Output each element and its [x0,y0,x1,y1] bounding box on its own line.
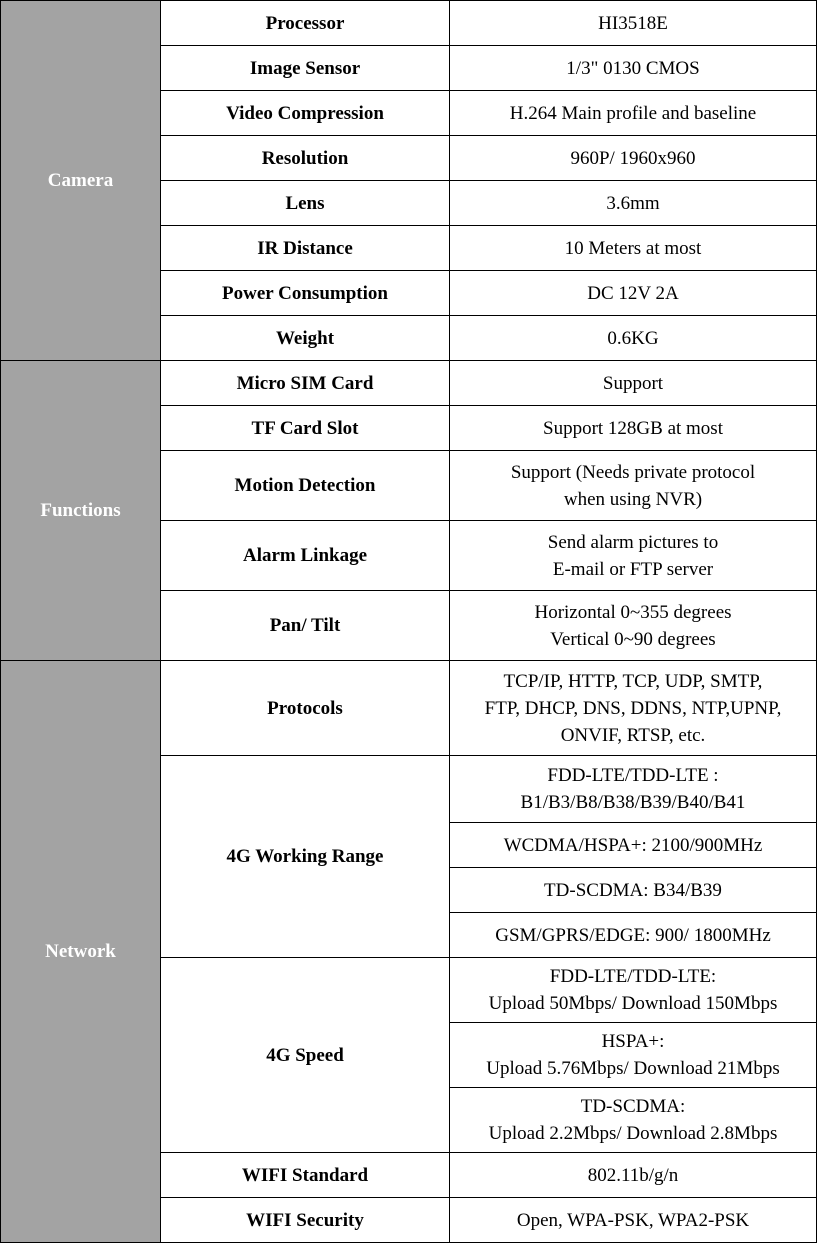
value-line: Upload 2.2Mbps/ Download 2.8Mbps [488,1123,778,1144]
row-label: Power Consumption [161,271,450,316]
row-value [450,521,817,591]
row-value: Support [450,361,817,406]
row-value [450,451,817,521]
row-label: IR Distance [161,226,450,271]
row-value [450,661,817,756]
value-line: B1/B3/B8/B38/B39/B40/B41 [520,792,746,813]
value-line: Support (Needs private protocol [510,461,756,483]
table-row [1,661,817,756]
row-value: 1/3" 0130 CMOS [450,46,817,91]
row-label: Image Sensor [161,46,450,91]
row-label: Alarm Linkage [161,521,450,591]
row-value [450,1088,817,1153]
row-value: TD-SCDMA: B34/B39 [450,868,817,913]
value-line: Horizontal 0~355 degrees [534,601,732,623]
row-value: 960P/ 1960x960 [450,136,817,181]
category-camera: Camera [1,1,161,361]
value-line: Upload 50Mbps/ Download 150Mbps [488,993,778,1014]
row-label: Micro SIM Card [161,361,450,406]
value-line: FTP, DHCP, DNS, DDNS, NTP,UPNP, [484,697,782,719]
value-line: HSPA+: [601,1031,665,1052]
row-label: Weight [161,316,450,361]
value-line: ONVIF, RTSP, etc. [560,724,706,746]
row-value: 10 Meters at most [450,226,817,271]
row-label: TF Card Slot [161,406,450,451]
value-line: TD-SCDMA: [580,1096,686,1117]
row-label: Motion Detection [161,451,450,521]
row-value: DC 12V 2A [450,271,817,316]
row-value: 0.6KG [450,316,817,361]
value-line: when using NVR) [563,488,703,510]
row-value: GSM/GPRS/EDGE: 900/ 1800MHz [450,913,817,958]
row-label: Processor [161,1,450,46]
row-value: WCDMA/HSPA+: 2100/900MHz [450,823,817,868]
row-value [450,591,817,661]
row-value: HI3518E [450,1,817,46]
table-row [1,361,817,406]
value-line: Upload 5.76Mbps/ Download 21Mbps [486,1058,780,1079]
row-label: 4G Speed [161,958,450,1153]
category-functions: Functions [1,361,161,661]
value-line: Send alarm pictures to [547,531,719,553]
row-label: WIFI Standard [161,1153,450,1198]
value-line: FDD-LTE/TDD-LTE: [549,966,717,987]
row-label: WIFI Security [161,1198,450,1243]
value-line: FDD-LTE/TDD-LTE : [547,765,719,786]
row-value: Support 128GB at most [450,406,817,451]
table-row [1,1,817,46]
row-value: Open, WPA-PSK, WPA2-PSK [450,1198,817,1243]
row-label: Protocols [161,661,450,756]
row-label: Pan/ Tilt [161,591,450,661]
row-value: 802.11b/g/n [450,1153,817,1198]
row-label: Resolution [161,136,450,181]
category-network: Network [1,661,161,1243]
row-value [450,958,817,1023]
value-line: TCP/IP, HTTP, TCP, UDP, SMTP, [503,670,763,692]
row-value: H.264 Main profile and baseline [450,91,817,136]
row-value [450,1023,817,1088]
row-value [450,756,817,823]
row-label: Video Compression [161,91,450,136]
value-line: Vertical 0~90 degrees [550,628,716,650]
row-label: Lens [161,181,450,226]
value-line: E-mail or FTP server [552,558,714,580]
row-value: 3.6mm [450,181,817,226]
row-label: 4G Working Range [161,756,450,958]
